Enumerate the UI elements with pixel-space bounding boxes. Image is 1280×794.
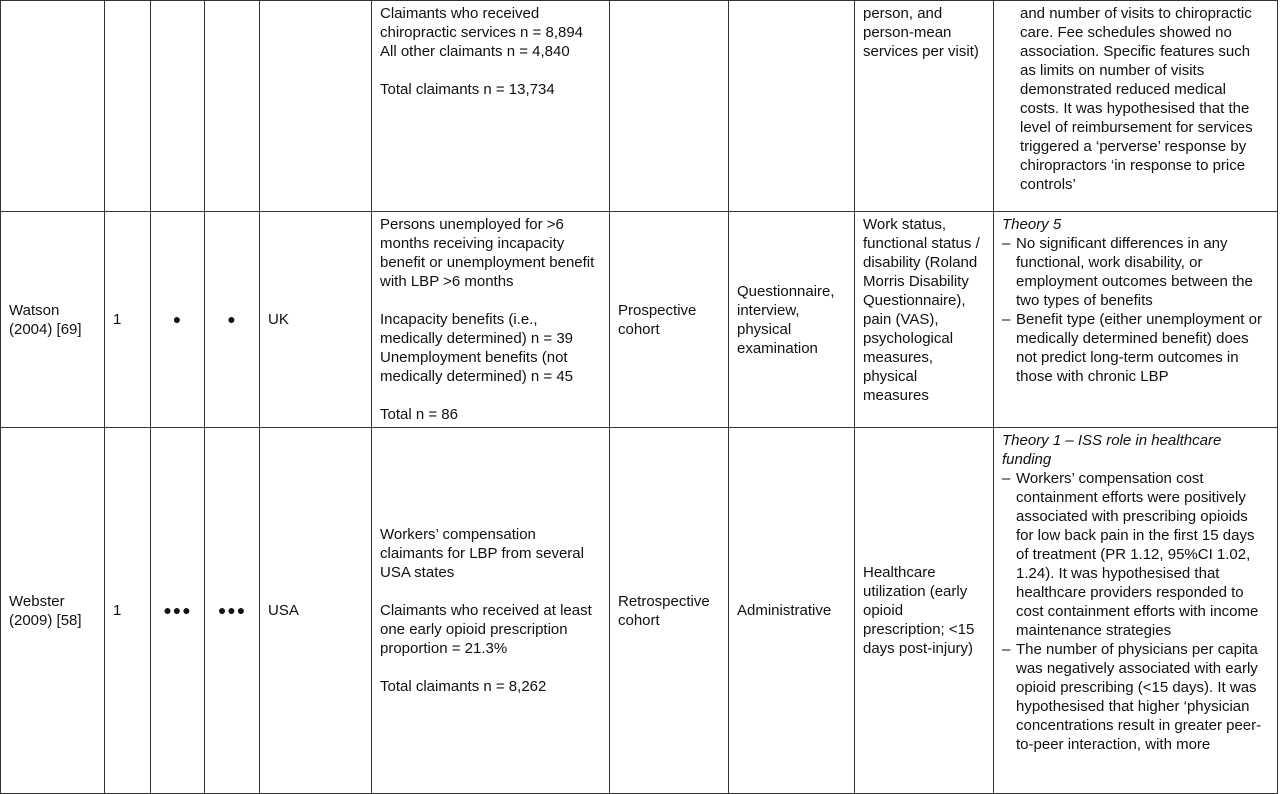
population-cell: Persons unemployed for >6 months receiving incapacity benefit or unemployment benefit with LBP >6 months Incapacity benefits (i.e., medically determined) n = 39 Unemployment benefits (not medically determined) n = 45 Total n = 86 (372, 212, 610, 428)
level-cell: 1 (105, 428, 151, 794)
table-row (1, 428, 1278, 794)
population-cell: Claimants who received chiropractic services n = 8,894 All other claimants n = 4,840 Total claimants n = 13,734 (372, 1, 610, 212)
level-cell (105, 1, 151, 212)
table-row (1, 1, 1278, 212)
quality-cell-2: ● (205, 212, 260, 428)
finding-item: – Benefit type (either unemployment or medically determined benefit) does not predict long-term outcomes in those with chronic LBP (1002, 310, 1269, 386)
design-cell: Retrospective cohort (610, 428, 729, 794)
design-cell: Prospective cohort (610, 212, 729, 428)
level-cell: 1 (105, 212, 151, 428)
finding-item: – No significant differences in any functional, work disability, or employment outcomes between the two types of benefits (1002, 234, 1269, 310)
outcomes-cell: person, and person-mean services per visit) (855, 1, 994, 212)
country-cell: USA (260, 428, 372, 794)
finding-item: – Workers’ compensation cost containment efforts were positively associated with prescribing opioids for low back pain in the first 15 days of treatment (PR 1.12, 95%CI 1.02, 1.24). It was hypothesised that healthcare providers responded to cost containment efforts with income maintenance strategies (1002, 469, 1269, 640)
author-cell: Webster (2009) [58] (1, 428, 105, 794)
population-cell: Workers’ compensation claimants for LBP from several USA states Claimants who received at least one early opioid prescription proportion = 21.3% Total claimants n = 8,262 (372, 428, 610, 794)
quality-cell-2: ●●● (205, 428, 260, 794)
finding-item: – The number of physicians per capita was negatively associated with early opioid prescribing (<15 days). It was hypothesised that higher ‘physician concentrations result in greater peer-to-peer interaction, with more (1002, 640, 1269, 754)
outcomes-cell: Work status, functional status / disability (Roland Morris Disability Questionnaire), pain (VAS), psychological measures, physical measures (855, 212, 994, 428)
author-cell (1, 1, 105, 212)
quality-cell-1: ●●● (151, 428, 205, 794)
findings-cell (994, 428, 1278, 794)
author-cell: Watson (2004) [69] (1, 212, 105, 428)
table-row (1, 212, 1278, 428)
quality-cell-1 (151, 1, 205, 212)
findings-cell (994, 1, 1278, 212)
country-cell: UK (260, 212, 372, 428)
findings-list (1002, 234, 1269, 386)
quality-cell-2 (205, 1, 260, 212)
country-cell (260, 1, 372, 212)
theory-label: Theory 1 – ISS role in healthcare funding (1002, 432, 1222, 468)
findings-cell (994, 212, 1278, 428)
findings-list (1002, 469, 1269, 754)
outcomes-cell: Healthcare utilization (early opioid prescription; <15 days post-injury) (855, 428, 994, 794)
data-source-cell (729, 1, 855, 212)
quality-cell-1: ● (151, 212, 205, 428)
data-source-cell: Administrative (729, 428, 855, 794)
theory-label: Theory 5 (1002, 216, 1062, 233)
data-source-cell: Questionnaire, interview, physical examination (729, 212, 855, 428)
findings-continuation: and number of visits to chiropractic care. Fee schedules showed no association. Specific features such as limits on number of visits demonstrated reduced medical costs. It was hypothesised that the level of reimbursement for services triggered a ‘perverse’ response by chiropractors ‘in response to price controls’ (1020, 5, 1253, 193)
design-cell (610, 1, 729, 212)
